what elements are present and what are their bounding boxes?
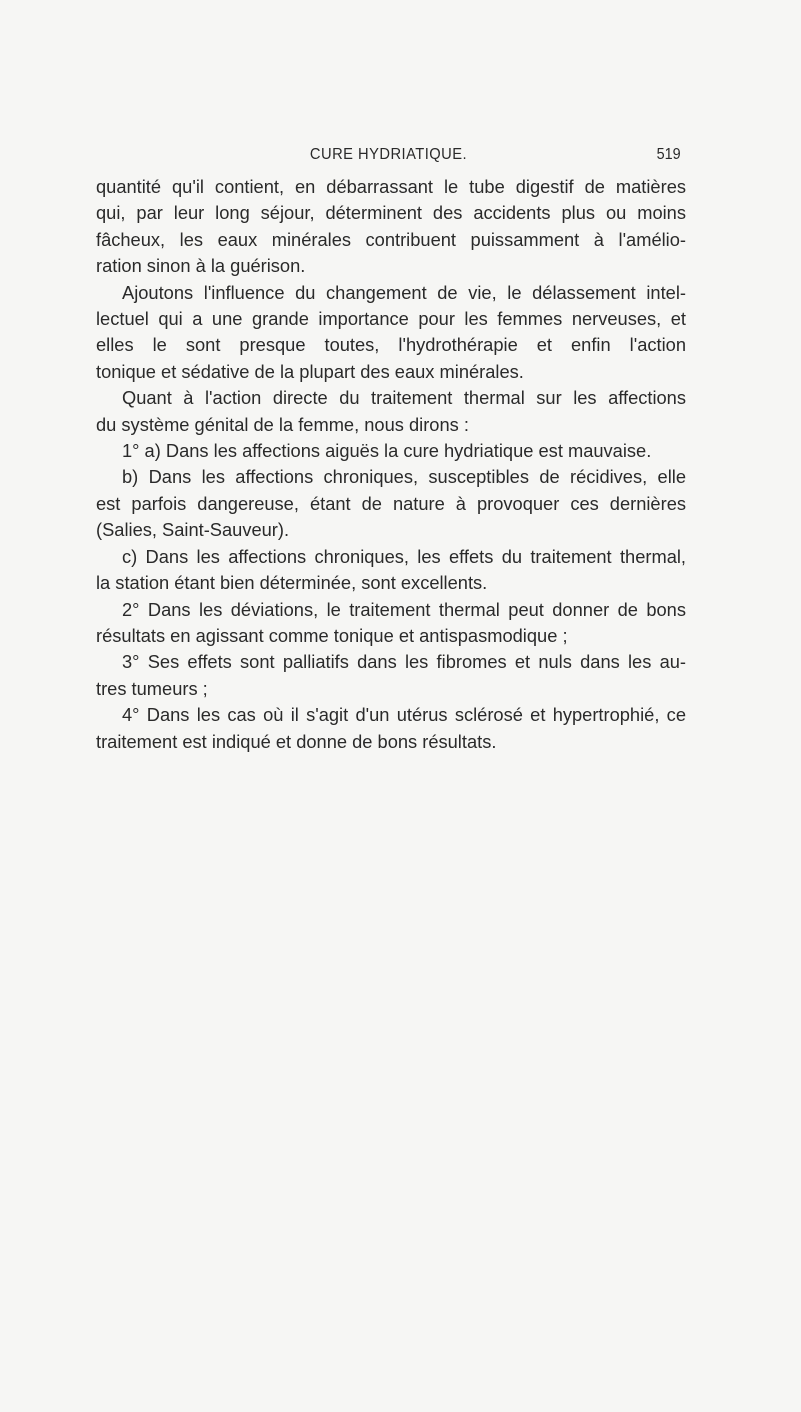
text-line: est parfois dangereuse, étant de nature à provoquer ces dernières <box>96 492 686 514</box>
running-head <box>96 146 681 170</box>
text-line: traitement est indiqué et donne de bons résultats. <box>96 730 497 752</box>
text-line: 4° Dans les cas où il s'agit d'un utérus sclérosé et hypertrophié, ce <box>122 704 686 726</box>
text-line: du système génital de la femme, nous dirons : <box>96 413 469 435</box>
text-line: Quant à l'action directe du traitement thermal sur les affections <box>122 387 686 409</box>
text-line: tonique et sédative de la plupart des eaux minérales. <box>96 360 524 382</box>
text-line: 2° Dans les déviations, le traitement thermal peut donner de bons <box>122 598 686 620</box>
text-line: quantité qu'il contient, en débarrassant le tube digestif de matières <box>96 176 686 197</box>
text-line: fâcheux, les eaux minérales contribuent puissamment à l'amélio- <box>96 228 686 250</box>
text-line: tres tumeurs ; <box>96 677 208 699</box>
text-line: elles le sont presque toutes, l'hydrothérapie et enfin l'action <box>96 334 686 356</box>
text-line: lectuel qui a une grande importance pour les femmes nerveuses, et <box>96 308 686 330</box>
text-line: (Salies, Saint-Sauveur). <box>96 519 290 541</box>
running-title: CURE HYDRIATIQUE. <box>309 146 468 163</box>
text-line: b) Dans les affections chroniques, susceptibles de récidives, elle <box>122 466 686 488</box>
text-line: 1° a) Dans les affections aiguës la cure hydriatique est mauvaise. <box>122 440 652 462</box>
text-line: 3° Ses effets sont palliatifs dans les fibromes et nuls dans les au- <box>122 651 686 673</box>
page-number: 519 <box>656 146 681 163</box>
text-line: qui, par leur long séjour, déterminent des accidents plus ou moins <box>96 202 686 224</box>
text-line: ration sinon à la guérison. <box>96 255 306 277</box>
text-line: c) Dans les affections chroniques, les effets du traitement thermal, <box>122 545 686 567</box>
text-line: Ajoutons l'influence du changement de vie, le délassement intel- <box>122 281 686 303</box>
text-line: résultats en agissant comme tonique et antispasmodique ; <box>96 624 568 646</box>
body-text <box>96 174 686 755</box>
text-line: la station étant bien déterminée, sont excellents. <box>96 572 488 594</box>
